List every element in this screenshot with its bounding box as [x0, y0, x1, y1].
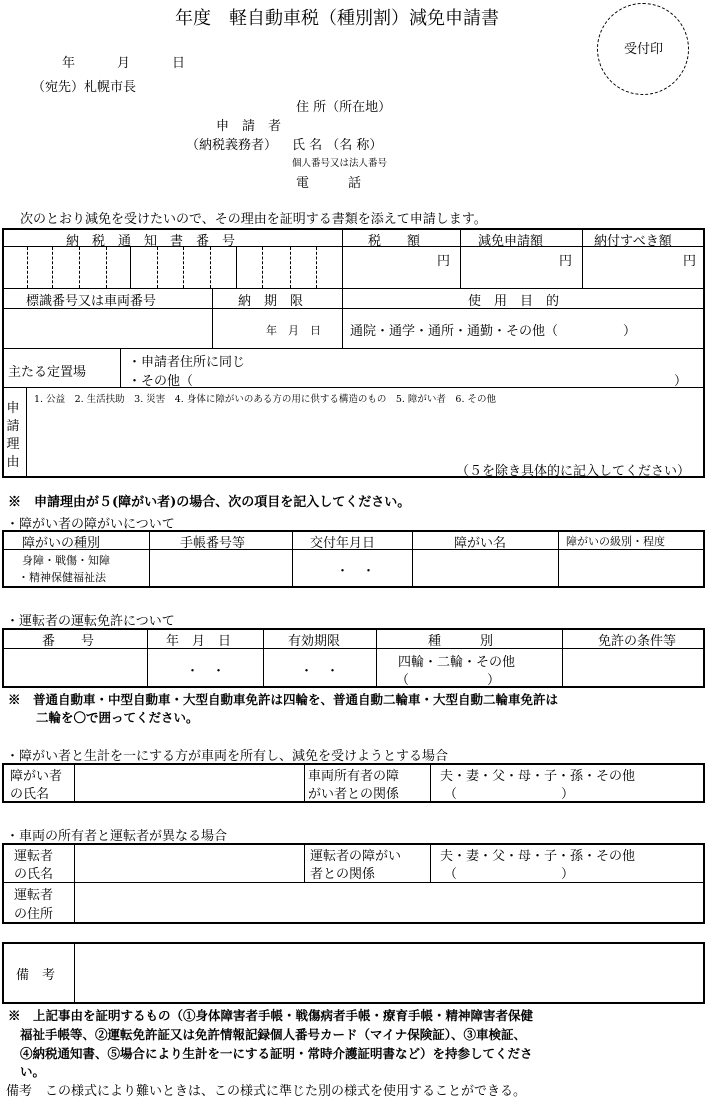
household-name-label-2: の氏名: [10, 787, 50, 802]
name-label: 氏 名 （名 称）: [292, 138, 383, 153]
license-date-dots: ・ ・: [186, 664, 226, 679]
address-label: 住 所（所在地）: [296, 100, 392, 115]
id-number-label: 個人番号又は法人番号: [292, 158, 388, 169]
issue-date-dots: ・ ・: [336, 564, 376, 579]
household-relation-label-2: がい者との関係: [308, 787, 400, 802]
intro-text: 次のとおり減免を受けたいので、その理由を証明する書類を添えて申請します。: [20, 212, 487, 227]
yen-unit: 円: [683, 254, 697, 269]
driver-relation-label-2: 者との関係: [310, 867, 376, 882]
disabled-note: ※ 申請理由が５(障がい者)の場合、次の項目を記入してください。: [8, 495, 411, 510]
tax-amount-header: 税 額: [368, 234, 421, 249]
notebook-number-header: 手帳番号等: [180, 536, 246, 551]
remarks-box: [2, 942, 705, 1004]
remarks-label: 備 考: [16, 968, 56, 983]
household-relation-label-1: 車両所有者の障: [308, 769, 400, 784]
due-date-header: 納 期 限: [238, 294, 304, 309]
driver-relation-options: 夫・妻・父・母・子・孫・その他: [440, 849, 636, 864]
issue-date-header: 交付年月日: [310, 536, 376, 551]
license-expiry-header: 有効期限: [288, 634, 341, 649]
driver-name-label-2: の氏名: [14, 867, 54, 882]
addressee: （宛先）札幌市長: [32, 80, 137, 95]
payable-amount-header: 納付すべき額: [594, 234, 672, 249]
section-disability: ・障がい者の障がいについて: [6, 517, 175, 532]
reception-stamp-area: [597, 3, 689, 95]
documents-note-2: 福祉手帳等、②運転免許証又は免許情報記録個人番号カード（マイナ保険証）、③車検証、: [20, 1027, 527, 1042]
footer-remark: 備考 この様式により難いときは、この様式に準じた別の様式を使用することができる。: [6, 1084, 527, 1099]
date-year: 年: [62, 56, 76, 71]
section-license: ・運転者の運転免許について: [6, 614, 175, 629]
documents-note-3: ④納税通知書、⑤場合により生計を一にする証明・常時介護証明書など）を持参してくださ: [20, 1046, 533, 1061]
plate-number-header: 標識番号又は車両番号: [26, 294, 157, 309]
license-note-2: 二輪を〇で囲ってください。: [36, 710, 199, 725]
license-type-header: 種 別: [428, 634, 494, 649]
location-label: 主たる定置場: [8, 365, 87, 380]
disability-type-header: 障がいの種別: [22, 536, 101, 551]
household-relation-paren: （ ）: [444, 787, 575, 802]
applicant-label: 申 請 者: [216, 119, 282, 134]
yen-unit: 円: [559, 254, 573, 269]
license-note-1: ※ 普通自動車・中型自動車・大型自動車免許は四輪を、普通自動二輪車・大型自動二輪車免許は: [8, 692, 559, 707]
disability-name-header: 障がい名: [454, 536, 507, 551]
main-table: [2, 228, 705, 478]
yen-unit: 円: [437, 254, 451, 269]
documents-note-1: ※ 上記事由を証明するもの（①身体障害者手帳・戦傷病者手帳・療育手帳・精神障害者保健: [8, 1008, 534, 1023]
license-number-header: 番 号: [42, 634, 95, 649]
stamp-label: 受付印: [624, 42, 664, 57]
notice-number-header: 納 税 通 知 書 番 号: [66, 234, 236, 249]
location-option-other: ・その他（: [128, 374, 194, 389]
driver-name-label-1: 運転者: [14, 849, 54, 864]
documents-note-4: い。: [20, 1064, 46, 1079]
section-driver: ・車両の所有者と運転者が異なる場合: [6, 829, 228, 844]
purpose-header: 使 用 目 的: [468, 294, 560, 309]
date-month: 月: [117, 56, 131, 71]
disability-grade-header: 障がいの級別・程度: [566, 535, 665, 548]
driver-address-label-2: の住所: [14, 907, 54, 922]
purpose-options: 通院・通学・通所・通勤・その他（ ）: [350, 324, 637, 339]
driver-relation-label-1: 運転者の障がい: [310, 849, 402, 864]
form-title: 年度 軽自動車税（種別割）減免申請書: [175, 8, 499, 29]
disability-type-options-2: ・精神保健福祉法: [18, 571, 106, 584]
taxpayer-label: （納税義務者）: [186, 138, 278, 153]
date-day: 日: [172, 56, 186, 71]
license-conditions-header: 免許の条件等: [598, 634, 677, 649]
location-option-same: ・申請者住所に同じ: [128, 355, 246, 370]
license-type-options: 四輪・二輪・その他: [398, 655, 516, 670]
disability-type-options-1: 身障・戦傷・知障: [22, 554, 110, 567]
section-household: ・障がい者と生計を一にする方が車両を所有し、減免を受けようとする場合: [6, 749, 449, 764]
driver-relation-paren: （ ）: [444, 867, 575, 882]
due-date-ymd: 年 月 日: [266, 324, 321, 337]
household-name-label-1: 障がい者: [10, 769, 63, 784]
location-close-paren: ）: [674, 374, 688, 389]
reduction-amount-header: 減免申請額: [478, 234, 544, 249]
reason-options: 1. 公益 2. 生活扶助 3. 災害 4. 身体に障がいのある方の用に供する構造のもの 5. 障がい者 6. その他: [34, 394, 497, 405]
driver-address-label-1: 運転者: [14, 888, 54, 903]
household-relation-options: 夫・妻・父・母・子・孫・その他: [440, 769, 636, 784]
license-expiry-dots: ・ ・: [300, 664, 340, 679]
reason-note: （５を除き具体的に記入してください）: [456, 464, 691, 479]
license-date-header: 年 月 日: [166, 634, 232, 649]
license-type-paren: （ ）: [396, 673, 501, 688]
phone-label: 電 話: [296, 176, 362, 191]
reason-label: 申請理由: [6, 401, 20, 470]
